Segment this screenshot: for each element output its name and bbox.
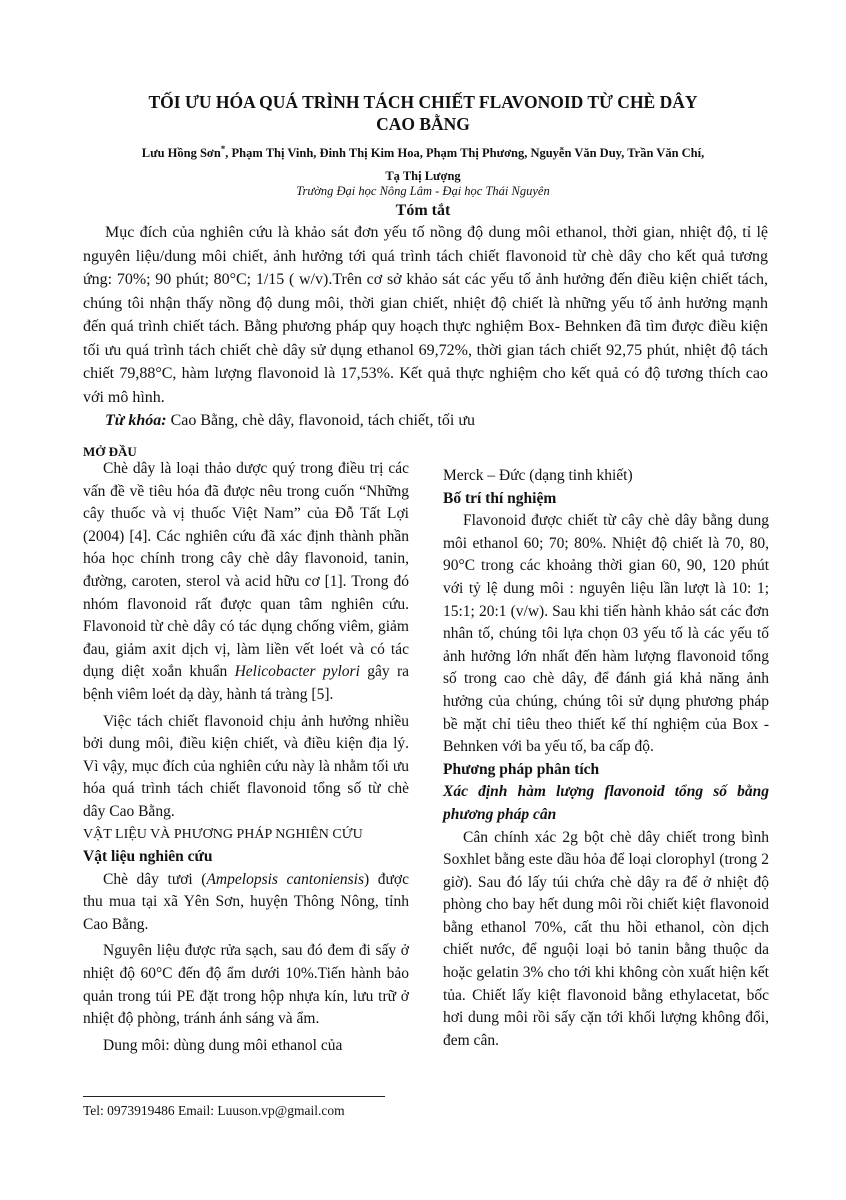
abstract-body: Mục đích của nghiên cứu là khảo sát đơn yếu tố nồng độ dung môi ethanol, thời gian, nhiệt độ, tỉ lệ nguyên liệu/dung môi chiết, ảnh hưởng tới quá trình tách chiết flavonoid từ chè dây cho kết quả tương ứng: 70%; 90 phút; 80°C; 1/15 ( w/v).Trên cơ sở khảo sát các yếu tố ảnh hưởng đến điều kiện chiết tách, chúng tôi nhận thấy nồng độ dung môi, thời gian chiết, nhiệt độ chiết là những yếu tố ảnh hưởng mạnh đến quá trình chiết tách. Bằng phương pháp quy hoạch thực nghiệm Box- Behnken đã tìm được điều kiện tối ưu quá trình tách chiết chè dây sử dụng ethanol 69,72%, thời gian tách chiết 92,75 phút, nhiệt độ tách chiết 79,88°C, hàm lượng flavonoid là 17,53%. Kết quả thực nghiệm cho kết quả có độ tương thích cao với mô hình. <box>83 224 768 406</box>
intro-paragraph-1 <box>83 458 409 707</box>
left-column <box>83 458 409 1057</box>
experiment-paragraph: Flavonoid được chiết từ cây chè dây bằng dung môi ethanol 60; 70; 80%. Nhiệt độ chiết là 70, 80, 90°C trong các khoảng thời gian 60, 90, 120 phút với tỷ lệ dung môi : nguyên liệu lần lượt là 10: 1; 15:1; 20:1 (v/w). Sau khi tiến hành khảo sát các đơn nhân tố, chúng tôi lựa chọn 03 yếu tố là các yếu tố ảnh hưởng lớn nhất đến hàm lượng flavonoid tổng số trong cao chè dây, để đánh giá khả năng ảnh hưởng của chúng, chúng tôi sử dụng phương pháp bề mặt chỉ tiêu theo thiết kế thí nghiệm của Box - Behnken với ba yếu tố, ba cấp độ. <box>443 512 769 756</box>
intro-p1-text: Chè dây là loại thảo dược quý trong điều trị các vấn đề về tiêu hóa đã được nêu trong cuốn “Những cây thuốc và vị thuốc Việt Nam” của Đỗ Tất Lợi (2004) [4]. Các nghiên cứu đã xác định thành phần hóa học chính trong cây chè dây flavonoid, tanin, đường, caroten, sterol và acid hữu cơ [1]. Trong đó nhóm flavonoid rất được quan tâm nghiên cứu. Flavonoid từ chè dây có tác dụng chống viêm, giảm đau, giảm axit dịch vị, làm liền vết loét và có tác dụng diệt xoắn khuẩn <box>83 460 409 681</box>
abstract-heading: Tóm tắt <box>395 202 451 219</box>
materials-paragraph-3: Dung môi: dùng dung môi ethanol của <box>103 1036 343 1054</box>
right-column <box>443 465 769 1052</box>
keywords-text: Cao Bằng, chè dây, flavonoid, tách chiết, tối ưu <box>166 412 476 429</box>
materials-methods-heading: VẬT LIỆU VÀ PHƯƠNG PHÁP NGHIÊN CỨU <box>83 826 363 842</box>
solvent-continuation: Merck – Đức (dạng tinh khiết) <box>443 467 633 484</box>
materials-subheading: Vật liệu nghiên cứu <box>83 848 213 866</box>
method-paragraph: Cân chính xác 2g bột chè dây chiết trong bình Soxhlet bằng este dầu hỏa để loại clorophyl (trong 2 giờ). Sau đó lấy túi chứa chè dây ra để ở nhiệt độ phòng cho bay hết dung môi rồi chiết kiệt flavonoid bằng ethanol 70%, cất thu hồi ethanol, còn dịch chiết nước, để nguội loại bỏ tanin bằng thuộc da hoặc gelatin 3% cho tới khi không còn xuất hiện kết tủa. Chiết lấy kiệt flavonoid bằng ethylacetat, bốc hơi dung môi rồi sấy cặn tới khối lượng không đổi, đem cân. <box>443 828 769 1049</box>
title-line-1: TỐI ƯU HÓA QUÁ TRÌNH TÁCH CHIẾT FLAVONOID TỪ CHÈ DÂY <box>148 92 698 112</box>
experiment-design-heading: Bố trí thí nghiệm <box>443 489 557 507</box>
species-name: Helicobacter pylori <box>234 663 360 681</box>
abstract <box>83 221 768 433</box>
materials-p1-end: ) được thu mua tại xã Yên Sơn, huyện Thông Nông, tỉnh Cao Bằng. <box>83 870 409 933</box>
flavonoid-method-subheading: Xác định hàm lượng flavonoid tổng số bằng phương pháp cân <box>443 783 769 823</box>
keywords-label: Từ khóa: <box>105 412 167 429</box>
footnote-contact: Tel: 0973919486 Email: Luuson.vp@gmail.com <box>83 1103 345 1118</box>
intro-p1-end: gây ra bệnh viêm loét dạ dày, hành tá tràng [5]. <box>83 663 409 703</box>
materials-paragraph-1 <box>83 869 409 937</box>
first-author: Lưu Hồng Sơn <box>141 146 221 161</box>
materials-p1-start: Chè dây tươi ( <box>103 870 207 888</box>
author-list <box>80 138 766 188</box>
plant-species-name: Ampelopsis cantoniensis <box>206 870 365 888</box>
keywords <box>83 409 768 433</box>
intro-paragraph-2: Việc tách chiết flavonoid chịu ảnh hưởng nhiều bởi dung môi, điều kiện chiết, và điều kiện địa lý. Vì vậy, mục đích của nghiên cứu này là nhằm tối ưu hóa quá trình tách chiết flavonoid tổng số từ chè dây Cao Bằng. <box>83 712 409 820</box>
affiliation: Trường Đại học Nông Lâm - Đại học Thái Nguyên <box>296 184 550 198</box>
paper-title <box>80 91 766 135</box>
intro-heading: MỞ ĐẦU <box>83 444 137 459</box>
authors-line-2: Tạ Thị Lượng <box>385 169 461 184</box>
co-authors: , Phạm Thị Vinh, Đinh Thị Kim Hoa, Phạm Thị Phương, Nguyễn Văn Duy, Trần Văn Chí, <box>225 146 705 161</box>
analysis-method-heading: Phương pháp phân tích <box>443 760 600 778</box>
footnote-rule <box>83 1096 385 1097</box>
corresponding-mark: * <box>220 144 226 154</box>
authors-line-1 <box>80 138 766 165</box>
title-line-2: CAO BẰNG <box>376 114 470 134</box>
materials-paragraph-2: Nguyên liệu được rửa sạch, sau đó đem đi sấy ở nhiệt độ 60°C đến độ ẩm dưới 10%.Tiến hành bảo quản trong túi PE đặt trong hộp nhựa kín, lưu trữ ở nhiệt độ phòng, tránh ánh sáng và ẩm. <box>83 942 409 1028</box>
